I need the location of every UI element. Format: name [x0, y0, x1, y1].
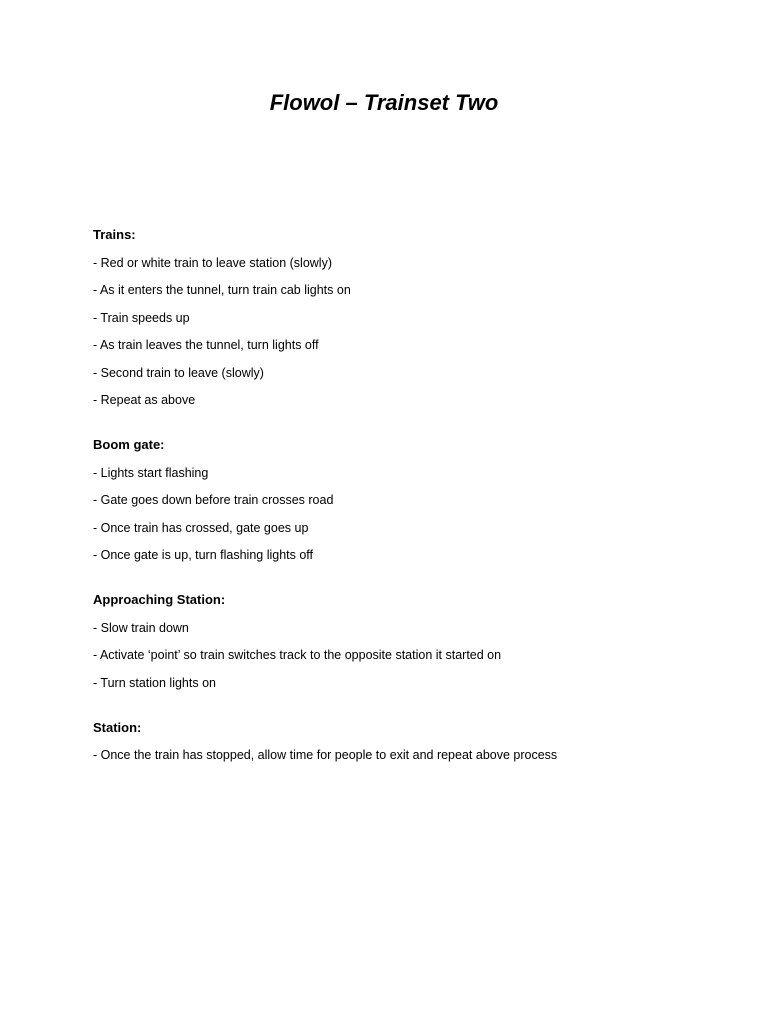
section-list: [93, 254, 713, 410]
list-item: - Second train to leave (slowly): [93, 365, 264, 380]
list-item: - Gate goes down before train crosses road: [93, 493, 334, 507]
list-item: - Turn station lights on: [93, 675, 216, 690]
section-list: [93, 619, 713, 692]
list-item: - Slow train down: [93, 620, 189, 635]
section-list: [93, 464, 713, 565]
list-item: - Activate ‘point’ so train switches track to the opposite station it started on: [93, 648, 502, 662]
list-item: - As train leaves the tunnel, turn lights off: [93, 338, 319, 352]
list-item: - As it enters the tunnel, turn train cab lights on: [93, 283, 351, 297]
section-boom-gate: [93, 436, 713, 564]
list-item: - Repeat as above: [93, 393, 196, 407]
list-item: - Once the train has stopped, allow time for people to exit and repeat above process: [93, 748, 558, 762]
list-item: - Once train has crossed, gate goes up: [93, 520, 309, 535]
section-heading: Boom gate:: [93, 437, 165, 452]
section-heading: Approaching Station:: [93, 592, 226, 607]
list-item: - Train speeds up: [93, 310, 190, 325]
section-heading: Station:: [93, 719, 142, 735]
list-item: - Once gate is up, turn flashing lights off: [93, 548, 314, 562]
page-title: Flowol – Trainset Two: [269, 90, 499, 115]
section-station: [93, 719, 713, 765]
list-item: - Red or white train to leave station (slowly): [93, 255, 332, 270]
section-approaching-station: [93, 591, 713, 692]
section-trains: [93, 226, 713, 409]
section-list: [93, 746, 713, 764]
section-heading: Trains:: [93, 227, 136, 242]
document-body: [93, 226, 713, 791]
list-item: - Lights start flashing: [93, 465, 209, 480]
